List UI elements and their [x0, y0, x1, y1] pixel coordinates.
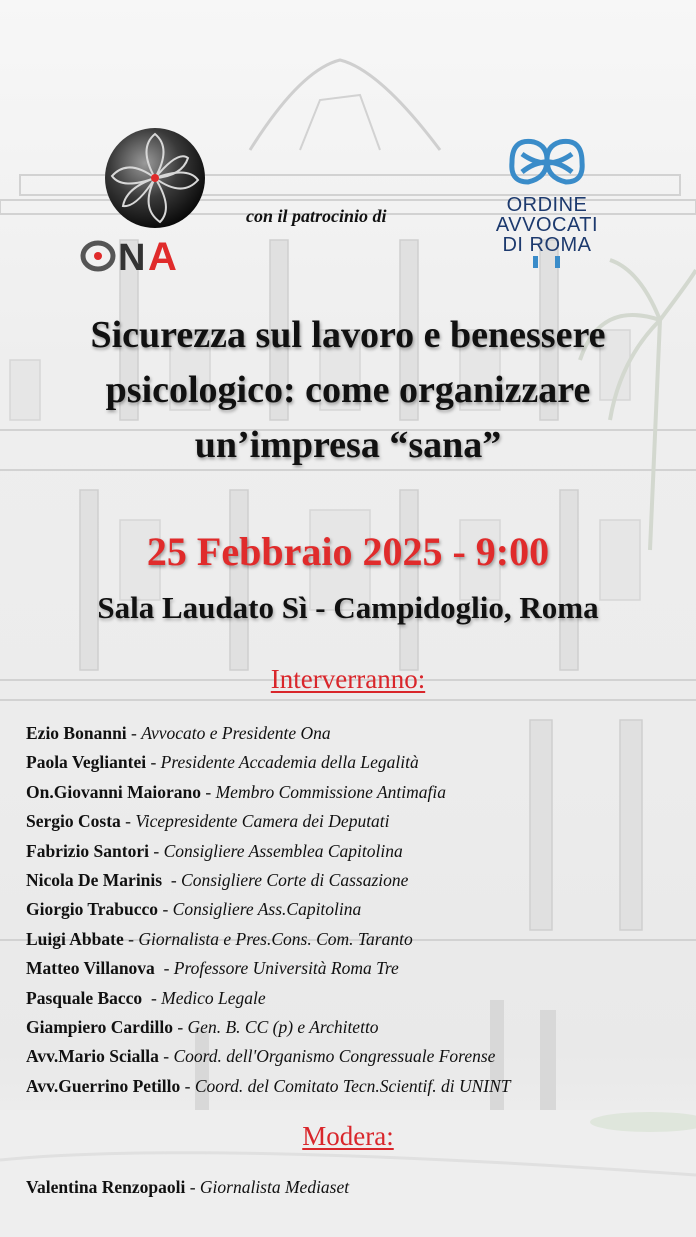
- moderator-item: Valentina Renzopaoli - Giornalista Mediaset: [26, 1177, 350, 1197]
- oar-logo-line-2: AVVOCATI: [495, 214, 599, 236]
- speaker-item: Luigi Abbate - Giornalista e Pres.Cons. Com. Taranto: [26, 928, 413, 949]
- ona-emblem-icon: [78, 128, 228, 278]
- speaker-name: Luigi Abbate: [26, 928, 124, 949]
- speaker-name: Avv.Guerrino Petillo: [26, 1075, 181, 1096]
- speaker-name: Fabrizio Santori: [26, 840, 149, 861]
- speaker-role: Consigliere Corte di Cassazione: [181, 869, 409, 890]
- svg-text:N: N: [118, 237, 146, 278]
- speaker-name: Sergio Costa: [26, 811, 121, 832]
- speaker-item: Ezio Bonanni - Avvocato e Presidente Ona: [26, 723, 331, 743]
- speaker-item: Sergio Costa - Vicepresidente Camera dei Deputati: [26, 811, 390, 832]
- speaker-role: Avvocato e Presidente Ona: [141, 723, 331, 743]
- speaker-name: Avv.Mario Scialla: [26, 1046, 159, 1067]
- speaker-role: Coord. dell'Organismo Congressuale Forense: [173, 1046, 496, 1067]
- event-title-line-2: psicologico: come organizzare: [105, 369, 591, 411]
- svg-text:A: A: [148, 235, 177, 278]
- speakers-heading: Interverranno:: [270, 664, 426, 694]
- moderator-heading: Modera:: [302, 1121, 394, 1151]
- patronage-text: con il patrocinio di: [246, 206, 387, 226]
- speaker-item: Giampiero Cardillo - Gen. B. CC (p) e Architetto: [26, 1016, 379, 1037]
- event-title: [0, 308, 696, 473]
- speaker-item: Avv.Guerrino Petillo - Coord. del Comitato Tecn.Scientif. di UNINT: [26, 1075, 511, 1096]
- event-venue: Sala Laudato Sì - Campidoglio, Roma: [97, 590, 599, 625]
- speaker-role: Consigliere Assemblea Capitolina: [163, 840, 403, 861]
- oar-pillars-icon: [527, 256, 567, 268]
- speaker-name: Paola Vegliantei: [26, 752, 147, 773]
- oar-logo-line-3: DI ROMA: [502, 234, 592, 256]
- speaker-name: Matteo Villanova: [26, 958, 155, 979]
- speaker-item: Avv.Mario Scialla - Coord. dell'Organismo Congressuale Forense: [26, 1046, 496, 1067]
- speaker-item: Matteo Villanova - Professore Università Roma Tre: [26, 958, 399, 979]
- speaker-role: Medico Legale: [161, 987, 266, 1008]
- speaker-name: Giampiero Cardillo: [26, 1016, 173, 1037]
- speaker-role: Presidente Accademia della Legalità: [160, 752, 419, 773]
- speaker-item: Giorgio Trabucco - Consigliere Ass.Capitolina: [26, 899, 362, 920]
- moderator-name: Valentina Renzopaoli: [26, 1177, 186, 1197]
- speakers-list: [26, 719, 686, 1101]
- ordine-avvocati-roma-logo: [482, 132, 612, 272]
- oar-logo-line-1: ORDINE: [506, 194, 588, 216]
- speaker-role: Giornalista e Pres.Cons. Com. Taranto: [138, 928, 413, 949]
- speaker-role: Professore Università Roma Tre: [173, 958, 399, 979]
- speaker-name: Giorgio Trabucco: [26, 899, 159, 920]
- speaker-role: Coord. del Comitato Tecn.Scientif. di UNINT: [194, 1075, 511, 1096]
- speaker-item: Nicola De Marinis - Consigliere Corte di Cassazione: [26, 869, 409, 890]
- speaker-item: Paola Vegliantei - Presidente Accademia della Legalità: [26, 752, 419, 773]
- speaker-item: Fabrizio Santori - Consigliere Assemblea Capitolina: [26, 840, 403, 861]
- ona-logo: [78, 128, 228, 278]
- event-title-line-1: Sicurezza sul lavoro e benessere: [90, 314, 606, 356]
- speaker-name: On.Giovanni Maiorano: [26, 781, 202, 802]
- speaker-role: Vicepresidente Camera dei Deputati: [135, 811, 390, 832]
- speaker-item: On.Giovanni Maiorano - Membro Commissione Antimafia: [26, 781, 447, 802]
- speaker-role: Membro Commissione Antimafia: [215, 781, 447, 802]
- event-datetime: 25 Febbraio 2025 - 9:00: [146, 529, 550, 574]
- event-title-line-3: un’impresa “sana”: [194, 424, 502, 466]
- speaker-name: Pasquale Bacco: [26, 987, 143, 1008]
- speaker-role: Consigliere Ass.Capitolina: [172, 899, 362, 920]
- speaker-name: Nicola De Marinis: [26, 869, 163, 890]
- speaker-role: Gen. B. CC (p) e Architetto: [187, 1016, 379, 1037]
- knot-emblem-icon: [482, 132, 612, 190]
- speaker-name: Ezio Bonanni: [26, 723, 127, 743]
- speaker-item: Pasquale Bacco - Medico Legale: [26, 987, 266, 1008]
- moderator-role: Giornalista Mediaset: [199, 1177, 350, 1197]
